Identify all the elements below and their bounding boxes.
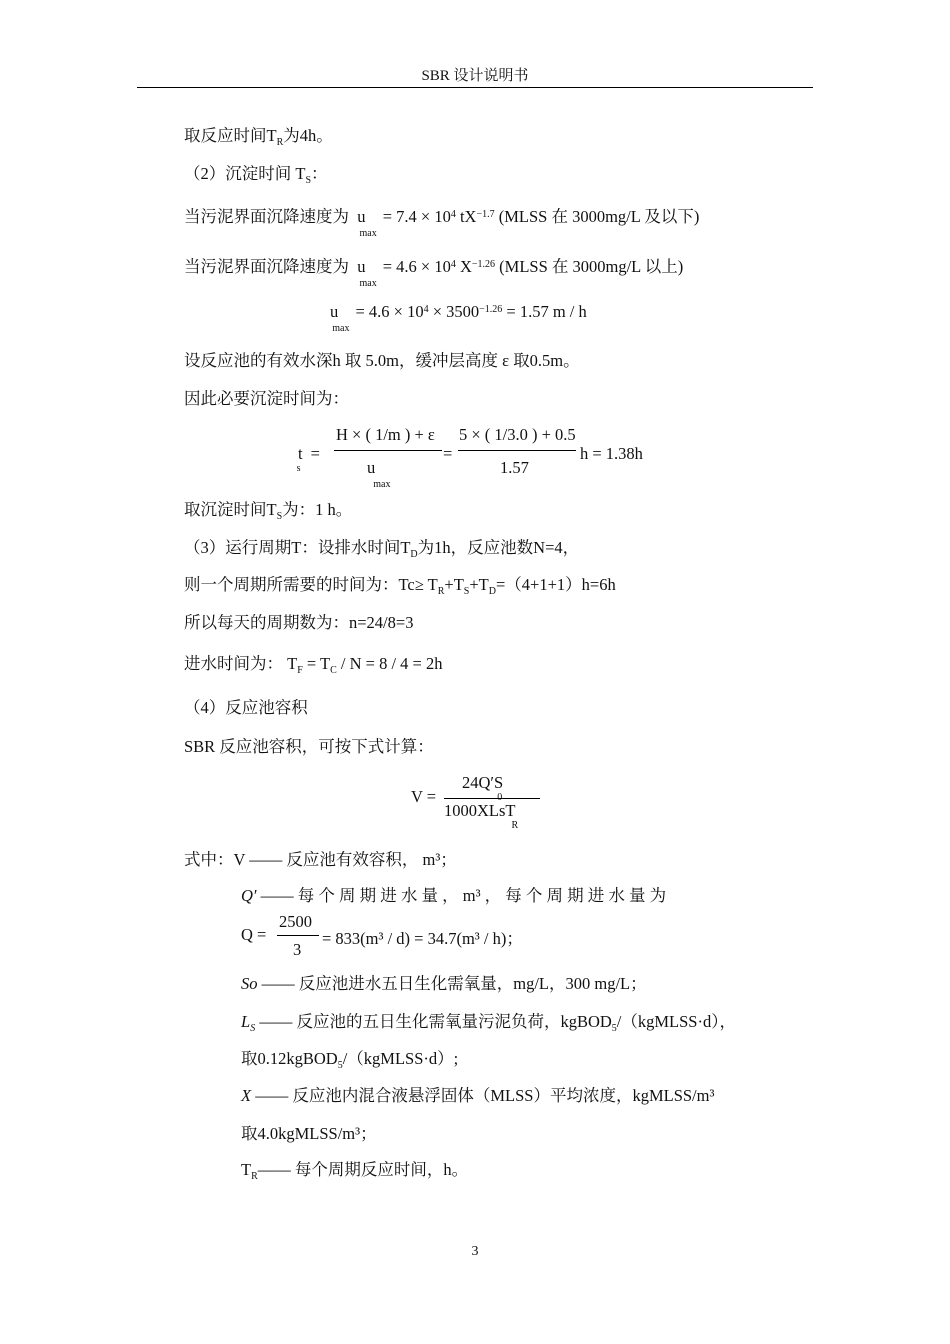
formula-ts-denominator: $u_{max}$ xyxy=(367,458,391,490)
text-line-cycles-per-day: 所以每天的周期数为：n=24/8=3 xyxy=(184,613,414,632)
text-line-fill-time: 进水时间为： $T_F = T_C / N = 8 / 4 = 2h$ xyxy=(184,654,443,676)
text-line-def-x: X —— 反应池内混合液悬浮固体（MLSS）平均浓度，kgMLSS/m³ xyxy=(241,1086,715,1105)
formula-ts-numerator-2: 5 × ( 1/3.0 ) + 0.5 xyxy=(459,425,576,444)
text-line-def-so: So —— 反应池进水五日生化需氧量，mg/L，300 mg/L； xyxy=(241,974,647,993)
formula-v-fraction-bar xyxy=(444,798,540,799)
text-line-depth: 设反应池的有效水深h 取 5.0m，缓冲层高度 ε 取0.5m。 xyxy=(184,351,580,370)
formula-q-numerator: 2500 xyxy=(279,912,312,931)
text-line-def-tr: $T_R——$ 每个周期反应时间，h。 xyxy=(241,1160,469,1182)
formula-ts-numerator: H × ( 1/m ) + ε xyxy=(336,425,435,444)
text-line-def-q: Q′ —— 每 个 周 期 进 水 量 ， m³ ， 每 个 周 期 进 水 量 为 xyxy=(241,886,667,905)
formula-umax-result: $u_{max}= 4.6 \times 10^4 \times 3500^{-1.26} = 1.57$ m / h xyxy=(330,302,587,334)
text-line-volume-intro: SBR 反应池容积，可按下式计算： xyxy=(184,737,434,756)
header-rule xyxy=(137,87,813,88)
text-line-settling-time-heading: （2）沉淀时间 $T_S$： xyxy=(184,164,328,186)
formula-v-denominator: 1000XLsT$_R$ xyxy=(444,801,519,831)
formula-ts-equals: = xyxy=(443,444,453,463)
text-line-reaction-time: 取反应时间$T_R$为4h。 xyxy=(184,126,333,148)
formula-q-rest: = 833(m³ / d) = 34.7(m³ / h)； xyxy=(322,929,523,948)
text-line-necessary-settling: 因此必要沉淀时间为： xyxy=(184,389,349,408)
text-line-def-ls: $L_S$ —— 反应池的五日生化需氧量污泥负荷，kgBOD$_5$/（kgMLSS·d）， xyxy=(241,1012,736,1034)
page-number: 3 xyxy=(471,1244,479,1259)
text-line-x-value: 取4.0kgMLSS/m³； xyxy=(241,1124,377,1143)
text-line-settling-velocity-2: 当污泥界面沉降速度为 $u_{max}= 4.6 \times 10^4$ $X^{-1.26}$ (MLSS 在 3000mg/L 以上) xyxy=(184,257,684,289)
formula-ts-result: h = 1.38h xyxy=(580,444,643,463)
formula-ts-denominator-2: 1.57 xyxy=(500,458,529,477)
text-line-cycle-time: 则一个周期所需要的时间为：$Tc\ge T_R+T_S+T_D=(4+1+1)h=6h$ xyxy=(184,575,616,597)
formula-q-denominator: 3 xyxy=(293,940,302,959)
formula-q: Q = xyxy=(241,925,267,944)
text-line-volume-heading: （4）反应池容积 xyxy=(184,698,308,717)
text-line-def-v: 式中：V —— 反应池有效容积， m³； xyxy=(184,850,457,869)
text-line-settling-velocity-1: 当污泥界面沉降速度为 $u_{max}= 7.4 \times 10^4$ $tX^{-1.7}$ (MLSS 在 3000mg/L 及以下) xyxy=(184,207,700,239)
formula-ts-fraction-bar-2 xyxy=(458,450,576,451)
formula-v-symbol: V = xyxy=(411,787,437,806)
text-line-settling-choice: 取沉淀时间$T_S$为：1 h。 xyxy=(184,500,353,522)
formula-ts-fraction-bar xyxy=(334,450,442,451)
text-line-ls-value: 取0.12kgBOD$_5$/（kgMLSS·d）; xyxy=(241,1049,459,1071)
formula-v-numerator: $24Q'S_0$ xyxy=(462,773,504,803)
text-line-cycle: （3）运行周期T：设排水时间$T_D$为1h，反应池数N=4， xyxy=(184,538,580,560)
formula-q-fraction-bar xyxy=(277,935,319,936)
page-header-title: SBR 设计说明书 xyxy=(421,68,529,84)
formula-ts-symbol: $t_s$ = xyxy=(296,444,320,474)
